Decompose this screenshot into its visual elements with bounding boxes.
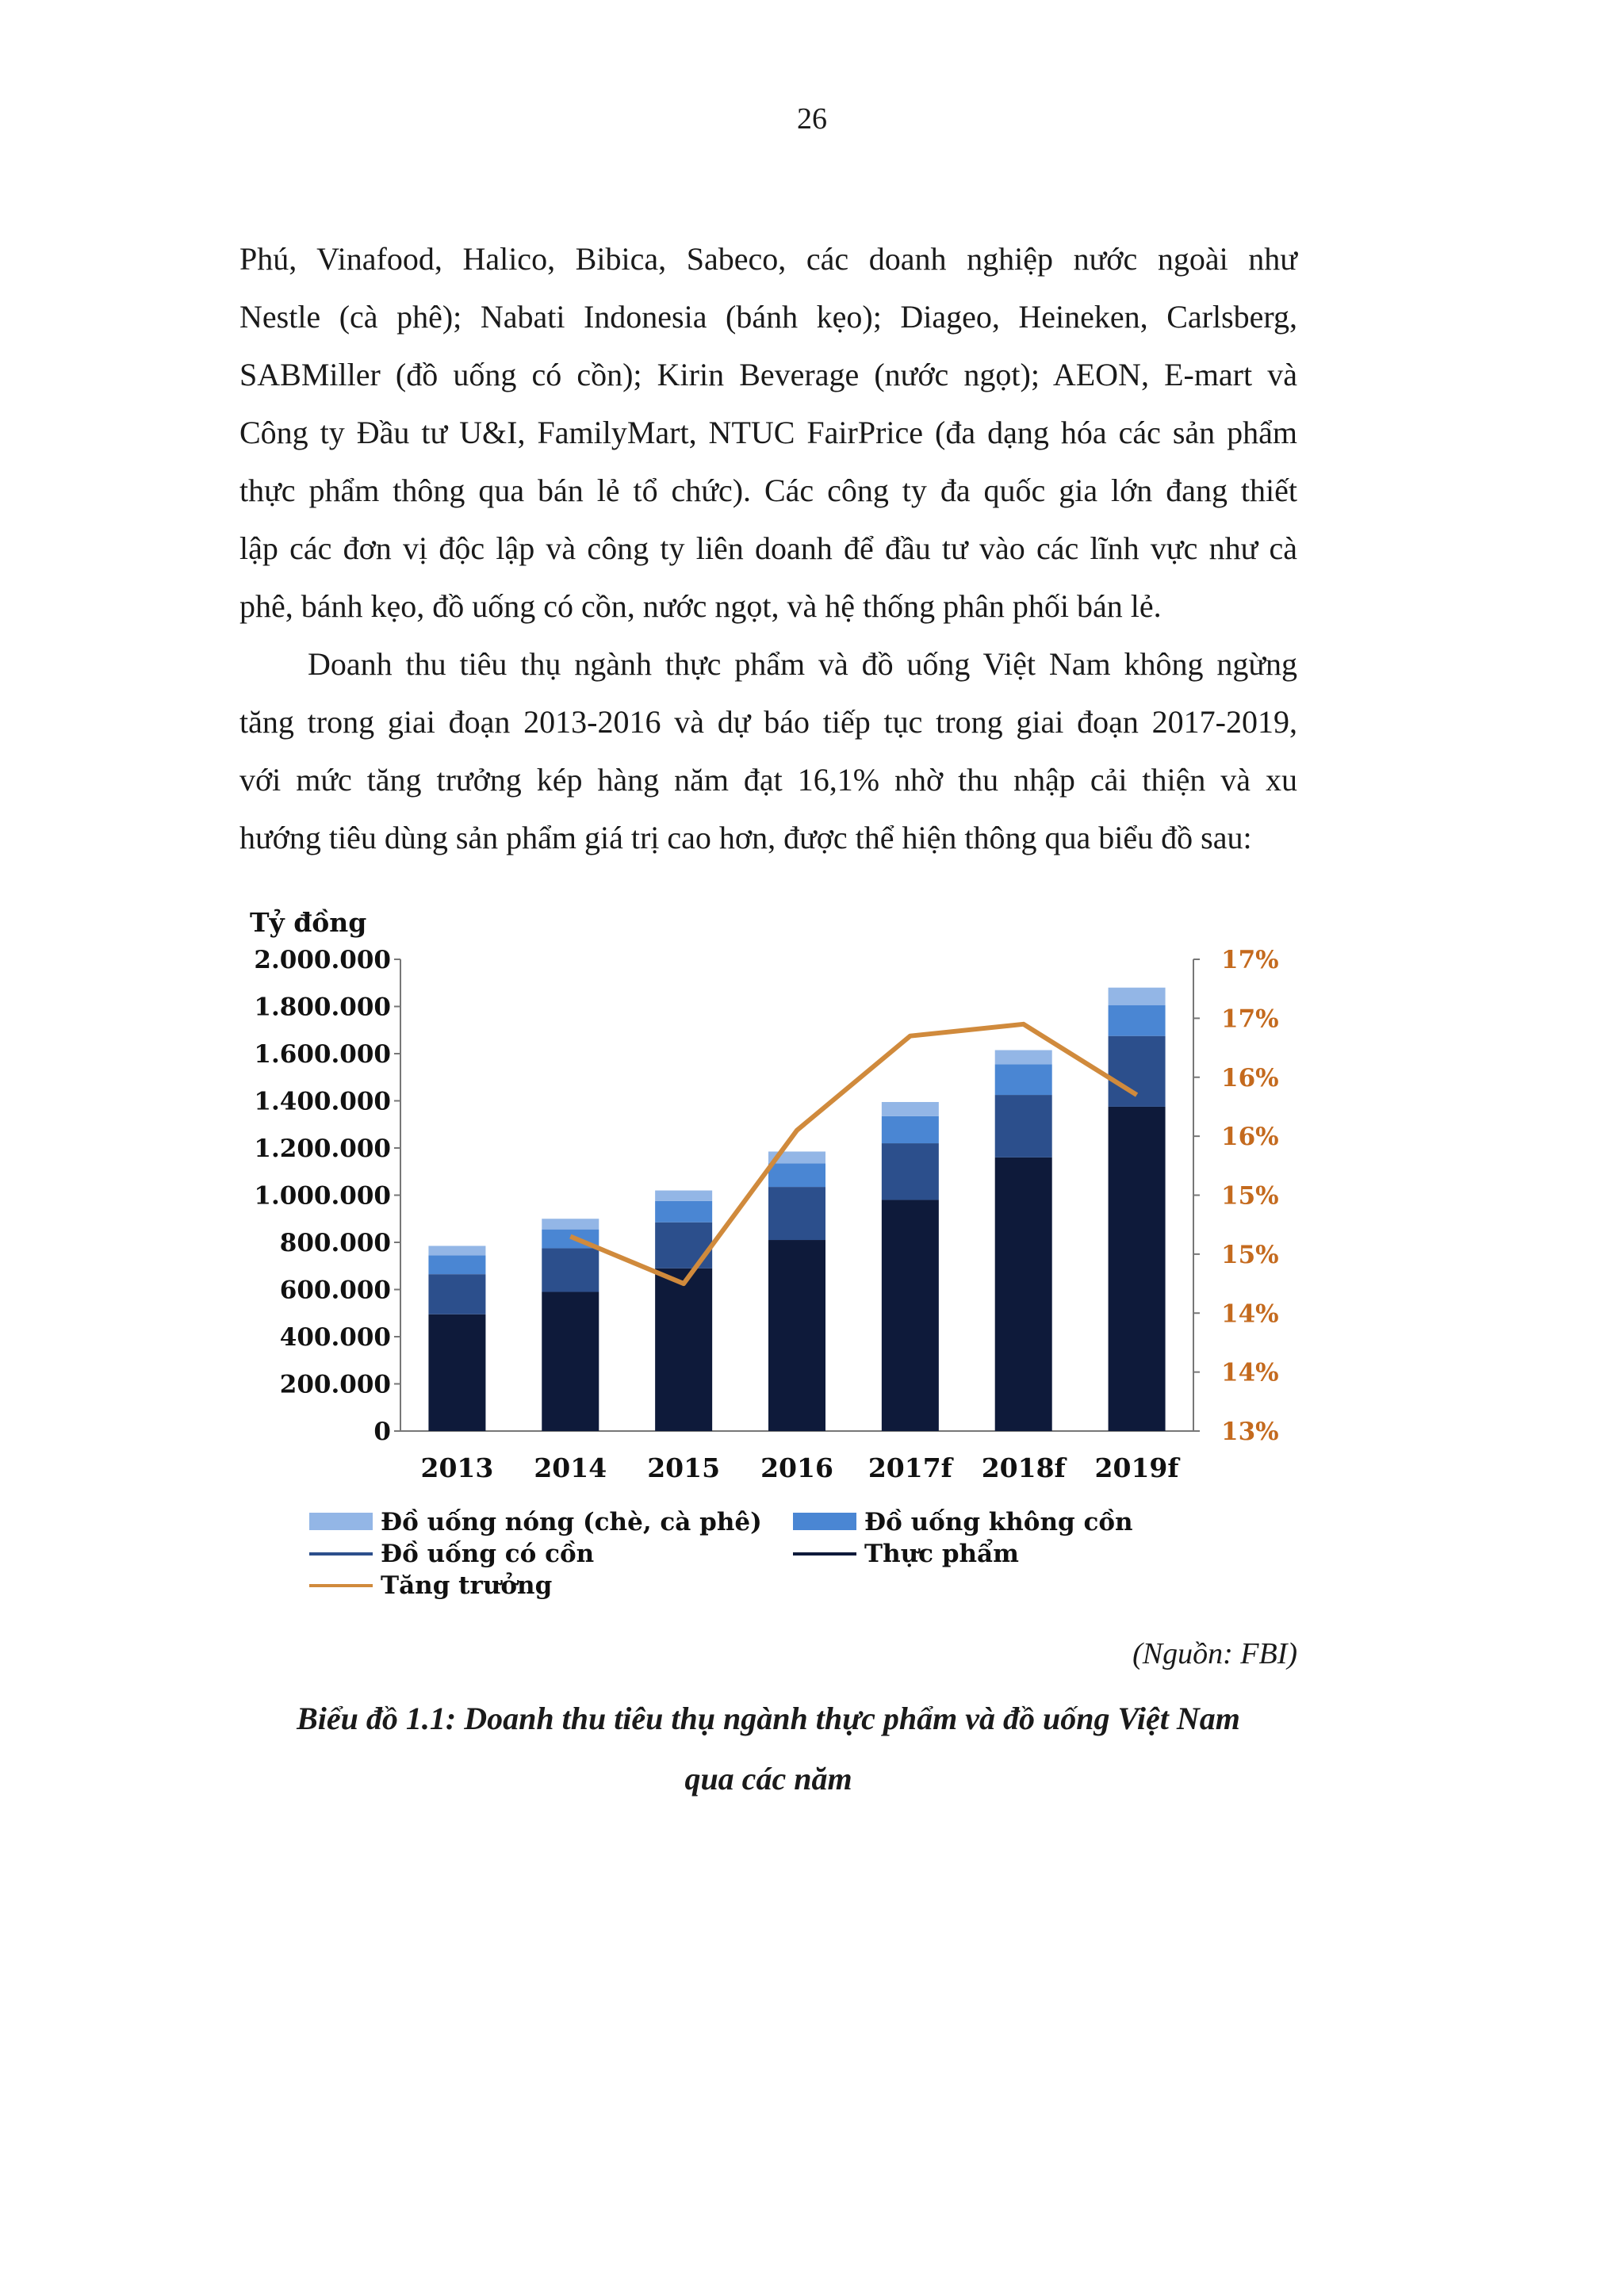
bar-segment	[882, 1143, 939, 1200]
bar-segment	[995, 1064, 1052, 1095]
y2-tick-label: 15%	[1221, 1240, 1279, 1269]
y-tick-label: 800.000	[279, 1229, 391, 1257]
x-tick-label: 2015	[647, 1452, 721, 1483]
paragraph-line: thực phẩm thông qua bán lẻ tổ chức). Các công ty đa quốc gia lớn đang thiết	[239, 473, 1297, 508]
chart-caption	[239, 1689, 1297, 1809]
bar-segment	[542, 1292, 599, 1431]
y-tick-label: 1.800.000	[254, 993, 391, 1022]
paragraph-line: SABMiller (đồ uống có cồn); Kirin Beverage (nước ngọt); AEON, E-mart và	[239, 357, 1297, 392]
y2-tick-label: 13%	[1221, 1418, 1279, 1446]
x-tick-label: 2019f	[1094, 1452, 1179, 1483]
legend-label: Thực phẩm	[864, 1540, 1019, 1568]
bar-segment	[428, 1246, 485, 1255]
bar-segment	[882, 1102, 939, 1116]
bar-segment	[542, 1219, 599, 1229]
bar-segment	[542, 1248, 599, 1292]
paragraph-line: Công ty Đầu tư U&I, FamilyMart, NTUC FairPrice (đa dạng hóa các sản phẩm	[239, 415, 1297, 450]
page-number: 26	[797, 102, 827, 136]
paragraph-line: Doanh thu tiêu thụ ngành thực phẩm và đồ uống Việt Nam không ngừng	[308, 646, 1297, 682]
revenue-chart	[238, 896, 1316, 1625]
bar-segment	[768, 1187, 825, 1240]
x-tick-label: 2014	[534, 1452, 607, 1483]
chart-source: (Nguồn: FBI)	[1132, 1637, 1297, 1670]
y-tick-label: 600.000	[279, 1276, 391, 1305]
bar-segment	[1109, 988, 1166, 1005]
y-tick-label: 2.000.000	[254, 946, 391, 974]
bar-segment	[655, 1201, 712, 1223]
bar-segment	[995, 1095, 1052, 1158]
bar-segment	[882, 1200, 939, 1431]
bar-segment	[428, 1274, 485, 1314]
y-tick-label: 200.000	[279, 1370, 391, 1399]
caption-line-2: qua các năm	[684, 1761, 852, 1797]
legend-swatch	[793, 1513, 856, 1530]
bar-segment	[768, 1240, 825, 1431]
bar-segment	[1109, 1005, 1166, 1036]
y-tick-label: 400.000	[279, 1323, 391, 1352]
y2-tick-label: 16%	[1221, 1123, 1279, 1152]
y2-tick-label: 15%	[1221, 1181, 1279, 1211]
bar-segment	[995, 1050, 1052, 1065]
legend-label: Đồ uống có cồn	[381, 1540, 595, 1568]
paragraph-line: Nestle (cà phê); Nabati Indonesia (bánh kẹo); Diageo, Heineken, Carlsberg,	[239, 299, 1297, 335]
paragraph-line: lập các đơn vị độc lập và công ty liên doanh để đầu tư vào các lĩnh vực như cà	[239, 530, 1297, 566]
bar-segment	[655, 1269, 712, 1431]
bar-segment	[995, 1158, 1052, 1431]
y-axis-label: Tỷ đồng	[250, 907, 367, 938]
bar-segment	[768, 1163, 825, 1187]
y-tick-label: 0	[373, 1418, 391, 1446]
bar-segment	[655, 1191, 712, 1201]
y2-tick-label: 14%	[1221, 1299, 1279, 1329]
x-tick-label: 2017f	[868, 1452, 952, 1483]
legend-label: Tăng trưởng	[381, 1571, 553, 1600]
y2-tick-label: 17%	[1221, 946, 1279, 974]
legend-swatch	[309, 1513, 373, 1530]
paragraph-line: phê, bánh kẹo, đồ uống có cồn, nước ngọt, và hệ thống phân phối bán lẻ.	[239, 588, 1162, 624]
y2-tick-label: 14%	[1221, 1358, 1279, 1387]
y-tick-label: 1.600.000	[254, 1040, 391, 1069]
y-tick-label: 1.000.000	[254, 1181, 391, 1211]
x-tick-label: 2016	[760, 1452, 833, 1483]
x-tick-label: 2013	[420, 1452, 494, 1483]
legend-label: Đồ uống không cồn	[864, 1508, 1133, 1536]
bar-segment	[1109, 1107, 1166, 1431]
bar-segment	[428, 1314, 485, 1431]
bar-segment	[655, 1223, 712, 1269]
bar-segment	[1109, 1036, 1166, 1107]
bar-segment	[428, 1255, 485, 1274]
y-tick-label: 1.400.000	[254, 1087, 391, 1116]
paragraph-line: hướng tiêu dùng sản phẩm giá trị cao hơn, được thể hiện thông qua biểu đồ sau:	[239, 820, 1252, 855]
y2-tick-label: 16%	[1221, 1063, 1279, 1093]
bar-segment	[882, 1116, 939, 1143]
y-tick-label: 1.200.000	[254, 1135, 391, 1163]
paragraph-line: tăng trong giai đoạn 2013-2016 và dự báo tiếp tục trong giai đoạn 2017-2019,	[239, 704, 1297, 740]
paragraph-line: với mức tăng trưởng kép hàng năm đạt 16,1% nhờ thu nhập cải thiện và xu	[239, 762, 1297, 798]
y2-tick-label: 17%	[1221, 1004, 1279, 1034]
caption-line-1: Biểu đồ 1.1: Doanh thu tiêu thụ ngành thực phẩm và đồ uống Việt Nam	[297, 1701, 1240, 1736]
x-tick-label: 2018f	[981, 1452, 1066, 1483]
paragraph-line: Phú, Vinafood, Halico, Bibica, Sabeco, các doanh nghiệp nước ngoài như	[239, 241, 1297, 277]
legend-label: Đồ uống nóng (chè, cà phê)	[381, 1508, 762, 1536]
